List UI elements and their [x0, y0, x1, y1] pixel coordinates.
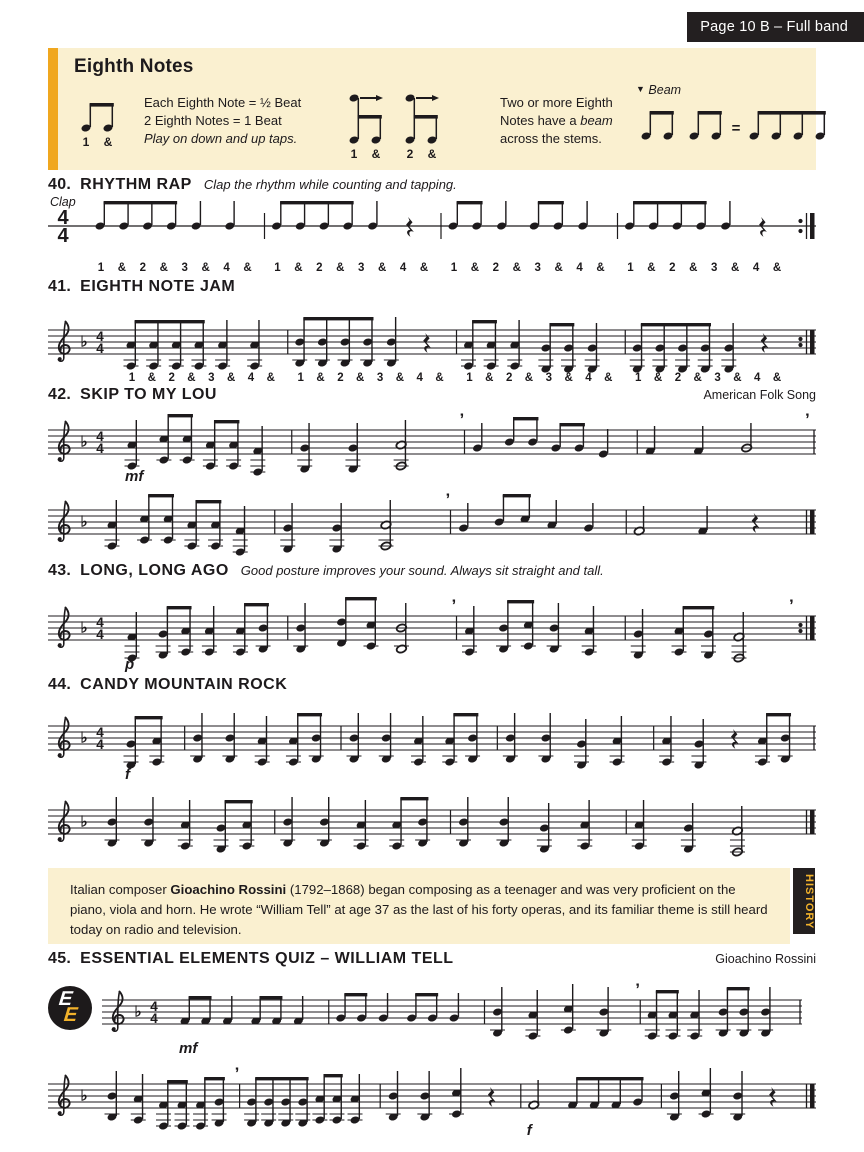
svg-text:1: 1 [274, 262, 281, 274]
svg-text:&: & [226, 372, 236, 384]
svg-text:1: 1 [627, 262, 634, 274]
exercise-title: RHYTHM RAP [80, 176, 192, 193]
svg-text:’: ’ [789, 596, 794, 615]
music-system-42-line1 [48, 408, 816, 486]
svg-text:2: 2 [337, 372, 344, 384]
svg-text:1: 1 [350, 147, 358, 161]
svg-text:&: & [596, 262, 605, 274]
composer-name: Gioachino Rossini [170, 882, 287, 897]
svg-text:4: 4 [96, 615, 104, 630]
svg-text:4: 4 [96, 725, 104, 740]
svg-text:f: f [526, 1122, 532, 1139]
music-system-42-line2 [48, 488, 816, 560]
exercise-43 [48, 562, 816, 674]
ee-letter-2: E [62, 1004, 79, 1026]
svg-text:1: 1 [128, 372, 136, 384]
svg-text:3: 3 [534, 262, 541, 274]
svg-text:&: & [377, 262, 387, 274]
svg-text:♭: ♭ [80, 513, 88, 531]
music-system-43 [48, 586, 816, 674]
svg-text:2: 2 [139, 262, 147, 274]
svg-text:♭: ♭ [80, 1087, 88, 1105]
exercise-45 [48, 950, 816, 1140]
svg-text:4: 4 [150, 1011, 158, 1026]
svg-text:&: & [730, 262, 740, 274]
svg-text:2: 2 [505, 372, 513, 384]
svg-text:3: 3 [358, 262, 365, 274]
svg-text:&: & [371, 147, 381, 161]
svg-text:4: 4 [150, 999, 158, 1014]
exercise-41 [48, 278, 816, 386]
svg-text:4: 4 [416, 372, 423, 384]
beam-demo-glyph [636, 102, 832, 148]
svg-text:&: & [604, 372, 613, 384]
exercise-title: SKIP TO MY LOU [80, 386, 217, 403]
exercise-title: EIGHTH NOTE JAM [80, 278, 236, 295]
svg-text:4: 4 [399, 262, 407, 274]
svg-text:2: 2 [669, 262, 676, 274]
svg-text:4: 4 [585, 372, 592, 384]
theory-explain-1: Each Eighth Note = ½ Beat 2 Eighth Notes = 1 Beat Play on down and up taps. [144, 95, 302, 147]
gold-stripe [48, 48, 58, 170]
svg-text:♭: ♭ [80, 433, 88, 451]
svg-text:&: & [693, 372, 702, 384]
svg-text:4: 4 [57, 207, 69, 229]
svg-text:2: 2 [316, 262, 323, 274]
svg-text:1: 1 [97, 262, 105, 274]
svg-text:&: & [470, 262, 480, 274]
svg-text:=: = [731, 119, 741, 137]
svg-text:&: & [117, 262, 127, 274]
svg-text:2: 2 [168, 372, 175, 384]
page-badge: Page 10 B – Full band [687, 12, 864, 42]
svg-text:&: & [512, 262, 521, 274]
svg-text:&: & [524, 372, 534, 384]
svg-text:&: & [772, 372, 782, 384]
svg-text:&: & [564, 372, 573, 384]
svg-text:&: & [435, 372, 444, 384]
theory-explain-2: Two or more Eighth Notes have a beam across the stems. [500, 95, 613, 147]
svg-text:’: ’ [635, 980, 640, 999]
exercise-credit: Gioachino Rossini [715, 952, 816, 966]
svg-text:&: & [201, 262, 210, 274]
svg-text:3: 3 [711, 262, 718, 274]
music-system-44-line1 [48, 700, 816, 784]
exercise-44 [48, 676, 816, 860]
exercise-number: 40. [48, 176, 72, 193]
svg-text:&: & [356, 372, 365, 384]
exercise-title: ESSENTIAL ELEMENTS QUIZ – WILLIAM TELL [80, 950, 454, 967]
svg-text:’: ’ [459, 410, 465, 429]
history-text: Italian composer Gioachino Rossini (1792–1868) began composing as a teenager and was very proficient on the piano, viola and horn. He wrote “William Tell” at age 37 as the last of his forty operas, and its familiar theme is still heard today on radio and television. [70, 882, 768, 937]
svg-text:&: & [419, 262, 429, 274]
theory-box [48, 48, 816, 170]
svg-text:p: p [125, 656, 135, 673]
exercise-number: 43. [48, 562, 72, 579]
svg-text:&: & [336, 262, 345, 274]
music-system-40 [48, 200, 816, 276]
svg-text:&: & [733, 372, 742, 384]
beam-word: beam [580, 113, 613, 129]
ee-logo [48, 986, 92, 1030]
svg-text:4: 4 [96, 429, 104, 444]
svg-text:&: & [689, 262, 698, 274]
history-box [48, 868, 815, 944]
exercise-credit: American Folk Song [703, 388, 816, 402]
svg-text:2: 2 [674, 372, 682, 384]
exercise-instruction: Clap the rhythm while counting and tapping. [203, 177, 457, 192]
svg-text:3: 3 [208, 372, 215, 384]
svg-text:1: 1 [82, 135, 90, 149]
music-system-45-line1 [102, 974, 802, 1058]
music-system-45-line2 [48, 1060, 816, 1140]
svg-text:’: ’ [805, 410, 810, 429]
svg-text:1: 1 [297, 372, 304, 384]
svg-text:&: & [159, 262, 168, 274]
beam-demo-figure [636, 82, 832, 148]
svg-text:mf: mf [179, 1040, 198, 1057]
svg-text:&: & [294, 262, 303, 274]
svg-text:1: 1 [450, 262, 458, 274]
svg-text:4: 4 [223, 262, 230, 274]
svg-text:&: & [147, 372, 156, 384]
svg-text:&: & [653, 372, 663, 384]
exercise-number: 41. [48, 278, 72, 295]
svg-text:♭: ♭ [80, 619, 88, 637]
svg-text:’: ’ [445, 490, 451, 509]
tap-diagram-glyph [340, 86, 490, 162]
eighth-pair-figure [74, 92, 126, 150]
svg-text:♭: ♭ [80, 729, 88, 747]
exercise-42 [48, 386, 816, 560]
exercise-title: CANDY MOUNTAIN ROCK [80, 676, 288, 693]
exercise-title: LONG, LONG AGO [80, 562, 229, 579]
beam-label: ▼ Beam [636, 83, 682, 97]
music-system-41 [48, 300, 816, 386]
svg-text:4: 4 [96, 341, 104, 356]
svg-text:&: & [485, 372, 494, 384]
eighth-pair-glyph [74, 92, 126, 150]
svg-text:♭: ♭ [80, 333, 88, 351]
down-triangle-icon: ▼ [636, 84, 645, 94]
exercise-40 [48, 176, 816, 276]
svg-text:4: 4 [96, 627, 104, 642]
svg-text:4: 4 [247, 372, 255, 384]
svg-text:&: & [772, 262, 782, 274]
svg-text:’: ’ [234, 1064, 240, 1083]
svg-text:3: 3 [181, 262, 188, 274]
svg-text:&: & [187, 372, 196, 384]
exercise-number: 44. [48, 676, 72, 693]
svg-text:f: f [125, 766, 130, 783]
svg-text:1: 1 [466, 372, 473, 384]
exercise-instruction: Good posture improves your sound. Always sit straight and tall. [240, 563, 604, 578]
svg-text:4: 4 [752, 262, 760, 274]
svg-text:&: & [554, 262, 563, 274]
svg-text:4: 4 [96, 329, 104, 344]
svg-text:&: & [243, 262, 252, 274]
svg-text:4: 4 [576, 262, 583, 274]
svg-text:&: & [647, 262, 656, 274]
svg-text:2: 2 [492, 262, 500, 274]
svg-text:♭: ♭ [80, 813, 88, 831]
svg-text:4: 4 [96, 737, 104, 752]
svg-text:3: 3 [714, 372, 721, 384]
svg-text:4: 4 [753, 372, 761, 384]
svg-text:&: & [266, 372, 275, 384]
exercise-number: 42. [48, 386, 72, 403]
theory-title: Eighth Notes [74, 56, 194, 77]
music-system-44-line2 [48, 788, 816, 860]
svg-text:♭: ♭ [134, 1003, 142, 1021]
history-tab: HISTORY [793, 868, 815, 934]
svg-text:&: & [395, 372, 405, 384]
clap-label: Clap [50, 195, 76, 209]
ee-letter-1: E [57, 988, 74, 1010]
svg-text:3: 3 [376, 372, 384, 384]
exercise-number: 45. [48, 950, 72, 967]
svg-text:3: 3 [545, 372, 552, 384]
tap-diagram-figure [340, 86, 490, 162]
svg-text:&: & [427, 147, 437, 161]
svg-text:2: 2 [406, 147, 414, 161]
svg-text:1: 1 [635, 372, 642, 384]
svg-text:’: ’ [451, 596, 457, 615]
svg-text:4: 4 [57, 225, 69, 247]
svg-text:&: & [103, 135, 113, 149]
svg-text:&: & [316, 372, 325, 384]
svg-text:mf: mf [125, 468, 144, 485]
svg-text:4: 4 [96, 441, 104, 456]
